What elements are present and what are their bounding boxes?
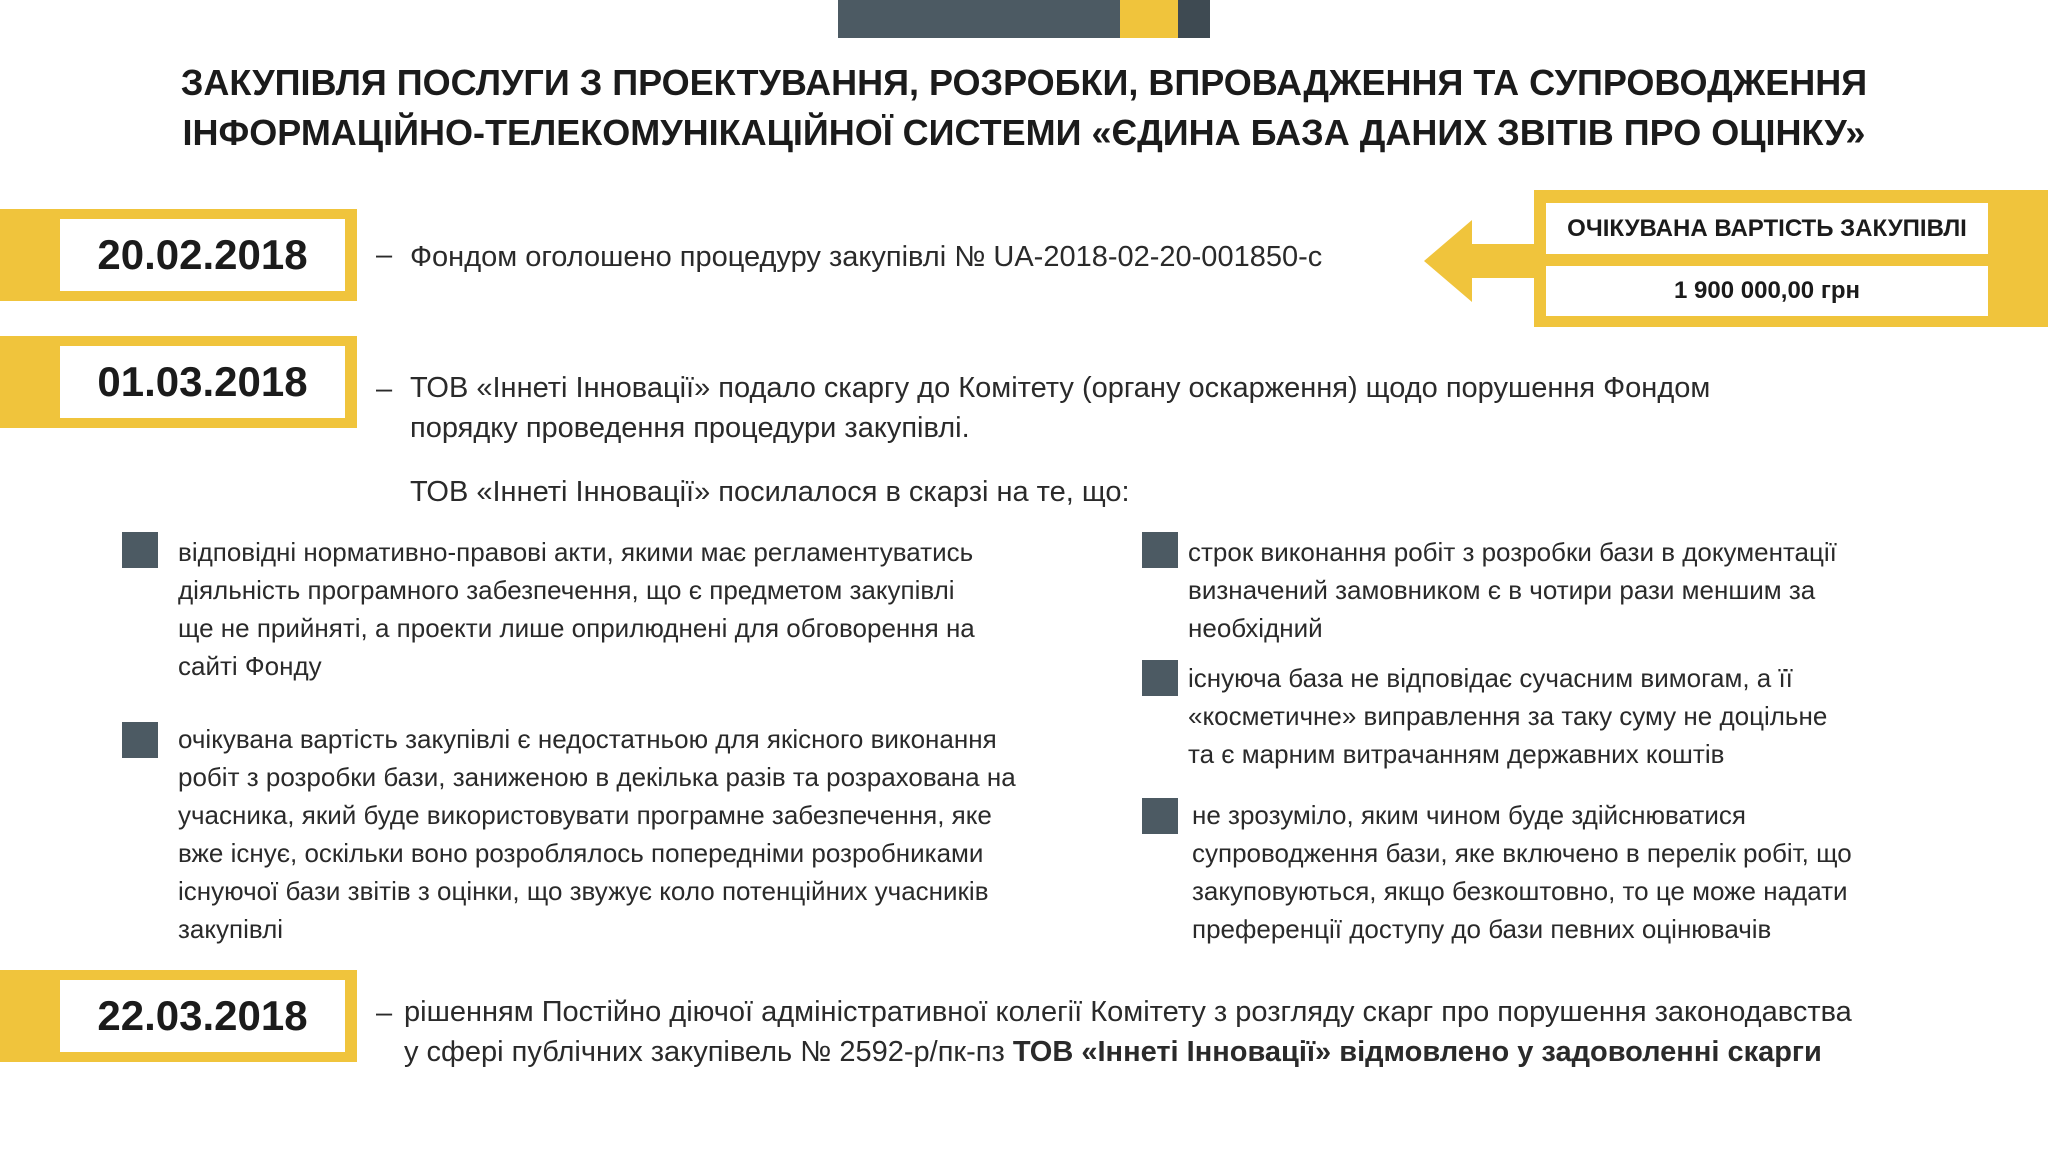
header-accent-bar-yellow <box>1120 0 1178 38</box>
event-text-3 <box>404 992 1852 1072</box>
event-text-2 <box>410 368 1710 448</box>
complaint-line: існуюча база не відповідає сучасним вимогам, а її <box>1188 663 1793 693</box>
complaint-line: строк виконання робіт з розробки бази в документації <box>1188 537 1837 567</box>
bullet-square-icon <box>1142 660 1178 696</box>
complaint-line: сайті Фонду <box>178 651 322 681</box>
complaint-line: очікувана вартість закупівлі є недостатньою для якісного виконання <box>178 724 997 754</box>
event-text-3-line-2 <box>404 1032 1852 1072</box>
complaint-right-1 <box>1188 533 1837 647</box>
complaint-line: ще не прийняті, а проекти лише оприлюднені для обговорення на <box>178 613 975 643</box>
event-text-2-line-1: ТОВ «Іннеті Інновації» подало скаргу до Комітету (органу оскарження) щодо порушення Фондом <box>410 372 1711 404</box>
complaint-line: визначений замовником є в чотири рази меншим за <box>1188 575 1816 605</box>
complaint-line: учасника, який буде використовувати програмне забезпечення, яке <box>178 800 992 830</box>
bullet-square-icon <box>122 722 158 758</box>
complaint-line: закуповуються, якщо безкоштовно, то це може надати <box>1192 876 1848 906</box>
arrow-left-icon <box>1424 220 1540 302</box>
date-label-1: 20.02.2018 <box>60 219 345 291</box>
cost-value: 1 900 000,00 грн <box>1546 266 1988 316</box>
date-label-2: 01.03.2018 <box>60 346 345 418</box>
page-title <box>0 58 2048 158</box>
page-title-line-1: ЗАКУПІВЛЯ ПОСЛУГИ З ПРОЕКТУВАННЯ, РОЗРОБКИ, ВПРОВАДЖЕННЯ ТА СУПРОВОДЖЕННЯ <box>180 62 1868 103</box>
header-accent-bar-dark <box>1178 0 1210 38</box>
complaint-line: діяльність програмного забезпечення, що є предметом закупівлі <box>178 575 955 605</box>
date-label-3: 22.03.2018 <box>60 980 345 1052</box>
complaint-left-2 <box>178 720 1016 948</box>
event-dash-2: – <box>376 373 393 405</box>
cost-label: ОЧІКУВАНА ВАРТІСТЬ ЗАКУПІВЛІ <box>1546 203 1988 254</box>
event-text-2-line-2: порядку проведення процедури закупівлі. <box>410 412 970 444</box>
event-dash-1: – <box>376 239 393 271</box>
complaint-lead-in: ТОВ «Іннеті Інновації» посилалося в скарзі на те, що: <box>410 476 1130 508</box>
complaint-line: супроводження бази, яке включено в перелік робіт, що <box>1192 838 1852 868</box>
complaint-line: необхідний <box>1188 613 1323 643</box>
event-text-1: Фондом оголошено процедуру закупівлі № UA-2018-02-20-001850-c <box>410 241 1323 273</box>
complaint-line: відповідні нормативно-правові акти, якими має регламентуватись <box>178 537 974 567</box>
complaint-line: «косметичне» виправлення за таку суму не доцільне <box>1188 701 1828 731</box>
bullet-square-icon <box>122 532 158 568</box>
complaint-line: не зрозуміло, яким чином буде здійснюватися <box>1192 800 1746 830</box>
complaint-line: та є марним витрачанням державних коштів <box>1188 739 1725 769</box>
complaint-line: преференції доступу до бази певних оцінювачів <box>1192 914 1772 944</box>
bullet-square-icon <box>1142 798 1178 834</box>
event-text-3-bold: ТОВ «Іннеті Інновації» відмовлено у задоволенні скарги <box>1012 1036 1822 1068</box>
complaint-line: закупівлі <box>178 914 284 944</box>
event-text-3-line-1: рішенням Постійно діючої адміністративної колегії Комітету з розгляду скарг про порушення законодавства <box>404 996 1852 1028</box>
complaint-line: існуючої бази звітів з оцінки, що звужує коло потенційних учасників <box>178 876 989 906</box>
page-title-line-2: ІНФОРМАЦІЙНО-ТЕЛЕКОМУНІКАЦІЙНОЇ СИСТЕМИ «ЄДИНА БАЗА ДАНИХ ЗВІТІВ ПРО ОЦІНКУ» <box>182 112 1866 153</box>
complaint-right-2 <box>1188 659 1827 773</box>
complaint-line: вже існує, оскільки воно розроблялось попередніми розробниками <box>178 838 984 868</box>
event-text-3-plain: у сфері публічних закупівель № 2592-р/пк-пз <box>404 1036 1013 1068</box>
complaint-right-3 <box>1192 796 1852 948</box>
header-accent-bar <box>838 0 1120 38</box>
event-dash-3: – <box>376 997 393 1029</box>
bullet-square-icon <box>1142 532 1178 568</box>
complaint-line: робіт з розробки бази, заниженою в декілька разів та розрахована на <box>178 762 1016 792</box>
complaint-left-1 <box>178 533 975 685</box>
